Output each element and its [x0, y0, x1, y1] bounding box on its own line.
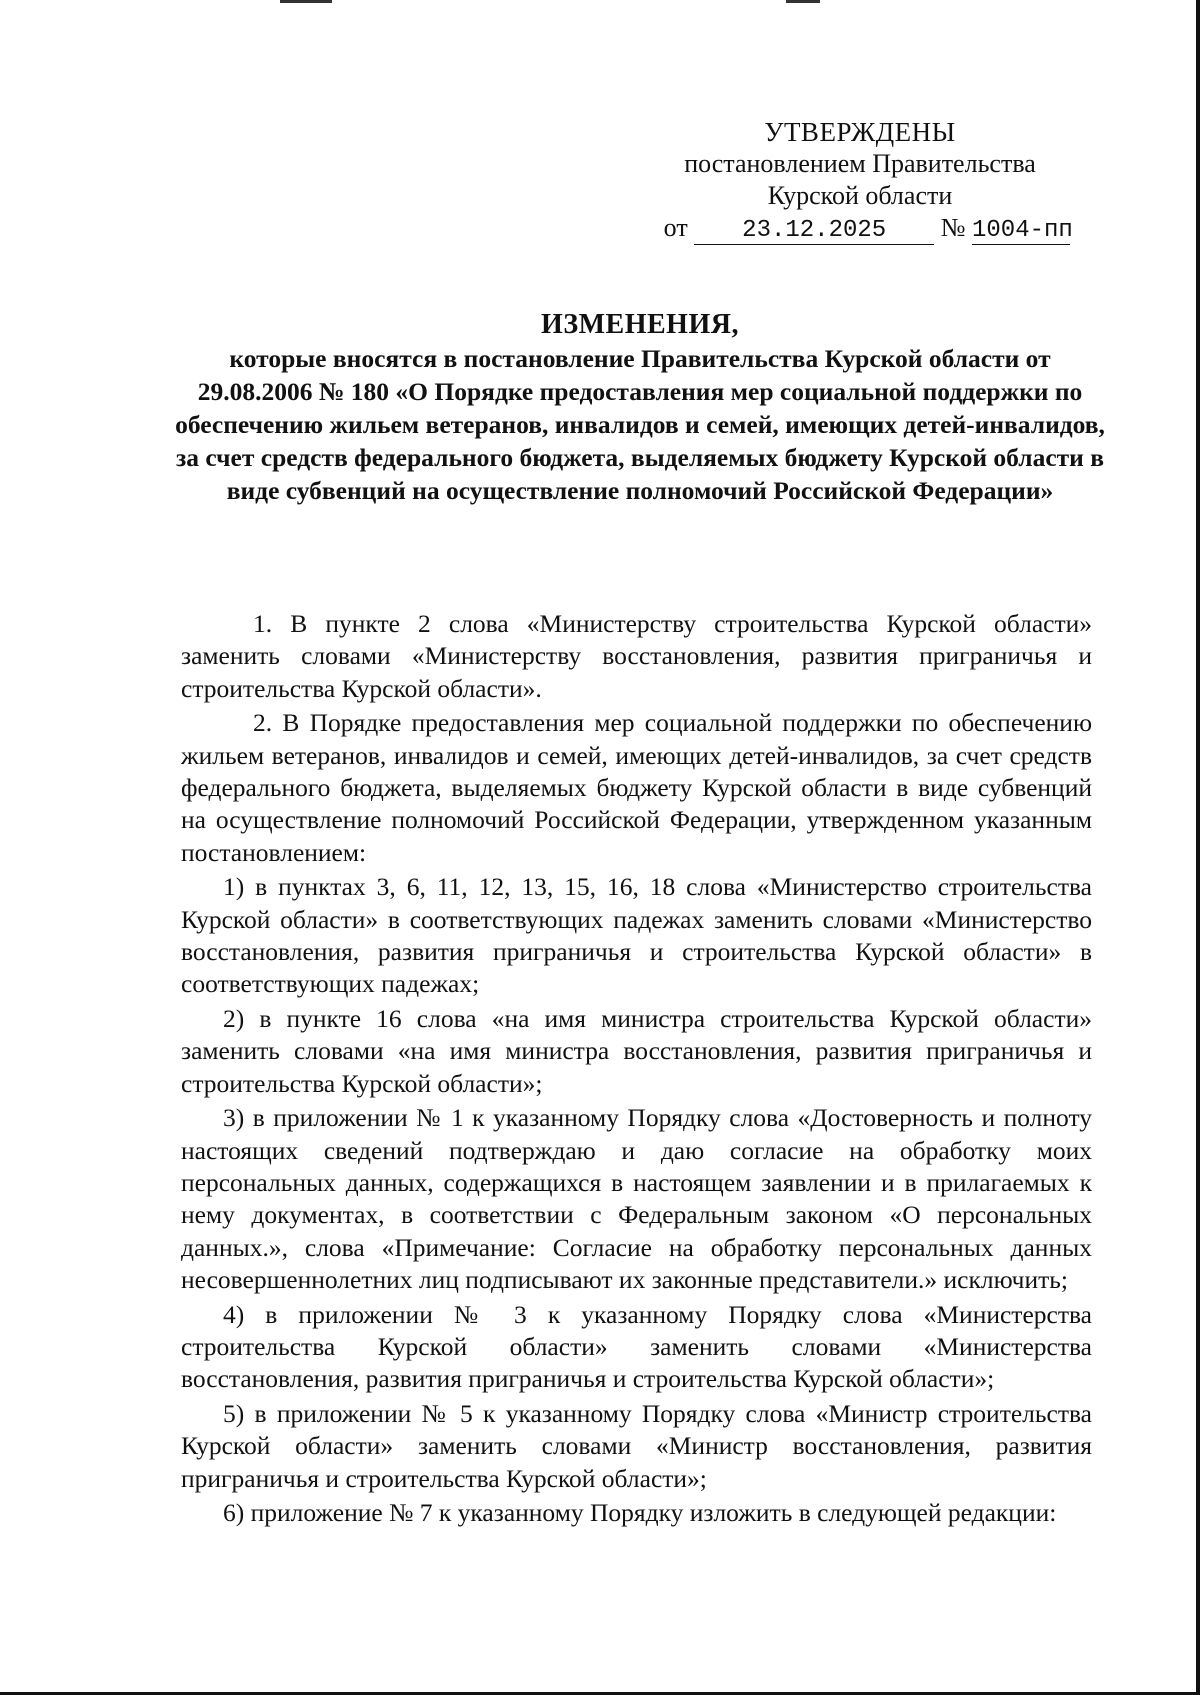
approval-date-line: [640, 212, 1080, 245]
scan-artifact-top-left: [280, 0, 332, 3]
document-title: [175, 308, 1105, 507]
subitem-3: 3) в приложении № 1 к указанному Порядку слова «Достоверность и полноту настоящих сведений подтверждаю и даю согласие на обработку моих персональных данных, содержащихся в настоящем заявлении и в прилагаемых к нему документах, в соответствии с Федеральным законом «О персональных данных.», слова «Примечание: Согласие на обработку персональных данных несовершеннолетних лиц подписывают их законные представители.» исключить;: [181, 1103, 1092, 1295]
main-title: ИЗМЕНЕНИЯ,: [541, 309, 739, 340]
paragraph-2: 2. В Порядке предоставления мер социальной поддержки по обеспечению жильем ветеранов, инвалидов и семей, имеющих детей-инвалидов, за счет средств федерального бюджета, выделяемых бюджету Курской области в виде субвенций на осуществление полномочий Российской Федерации, утвержденном указанным постановлением:: [181, 708, 1092, 867]
subitem-2: 2) в пункте 16 слова «на имя министра строительства Курской области» заменить словами «на имя министра восстановления, развития приграничья и строительства Курской области»;: [181, 1003, 1092, 1098]
subitem-6: 6) приложение № 7 к указанному Порядку изложить в следующей редакции:: [223, 1497, 1057, 1527]
title-subtitle: которые вносятся в постановление Правительства Курской области от 29.08.2006 № 180 «О Порядке предоставления мер социальной поддержки по обеспечению жильем ветеранов, инвалидов и семей, имеющих детей-инвалидов, за счет средств федерального бюджета, выделяемых бюджету Курской области в виде субвенций на осуществление полномочий Российской Федерации»: [175, 344, 1105, 505]
subitem-4: 4) в приложении № 3 к указанному Порядку слова «Министерства строительства Курской области» заменить словами «Министерства восстановления, развития приграничья и строительства Курской области»;: [181, 1299, 1092, 1394]
date-prefix: от: [663, 213, 688, 242]
paragraph-1: 1. В пункте 2 слова «Министерству строительства Курской области» заменить словами «Министерству восстановления, развития приграничья и строительства Курской области».: [181, 609, 1092, 703]
approval-date: 23.12.2025: [694, 218, 934, 245]
approval-heading: УТВЕРЖДЕНЫ: [764, 117, 956, 147]
scan-edge-right: [1196, 0, 1200, 1695]
approval-block: [640, 116, 1080, 245]
subitem-1: 1) в пунктах 3, 6, 11, 12, 13, 15, 16, 18 слова «Министерство строительства Курской области» в соответствующих падежах заменить словами «Министерство восстановления, развития приграничья и строительства Курской области» в соответствующих падежах;: [181, 872, 1092, 999]
number-prefix: №: [940, 213, 966, 242]
approval-number: 1004-пп: [972, 217, 1073, 244]
subitem-5: 5) в приложении № 5 к указанному Порядку слова «Министр строительства Курской области» заменить словами «Министр восстановления, развития приграничья и строительства Курской области»;: [181, 1398, 1092, 1493]
document-body: [181, 608, 1092, 1531]
approval-line-1: постановлением Правительства: [684, 149, 1036, 178]
scan-artifact-top-right: [786, 0, 820, 3]
approval-line-2: Курской области: [767, 181, 953, 210]
